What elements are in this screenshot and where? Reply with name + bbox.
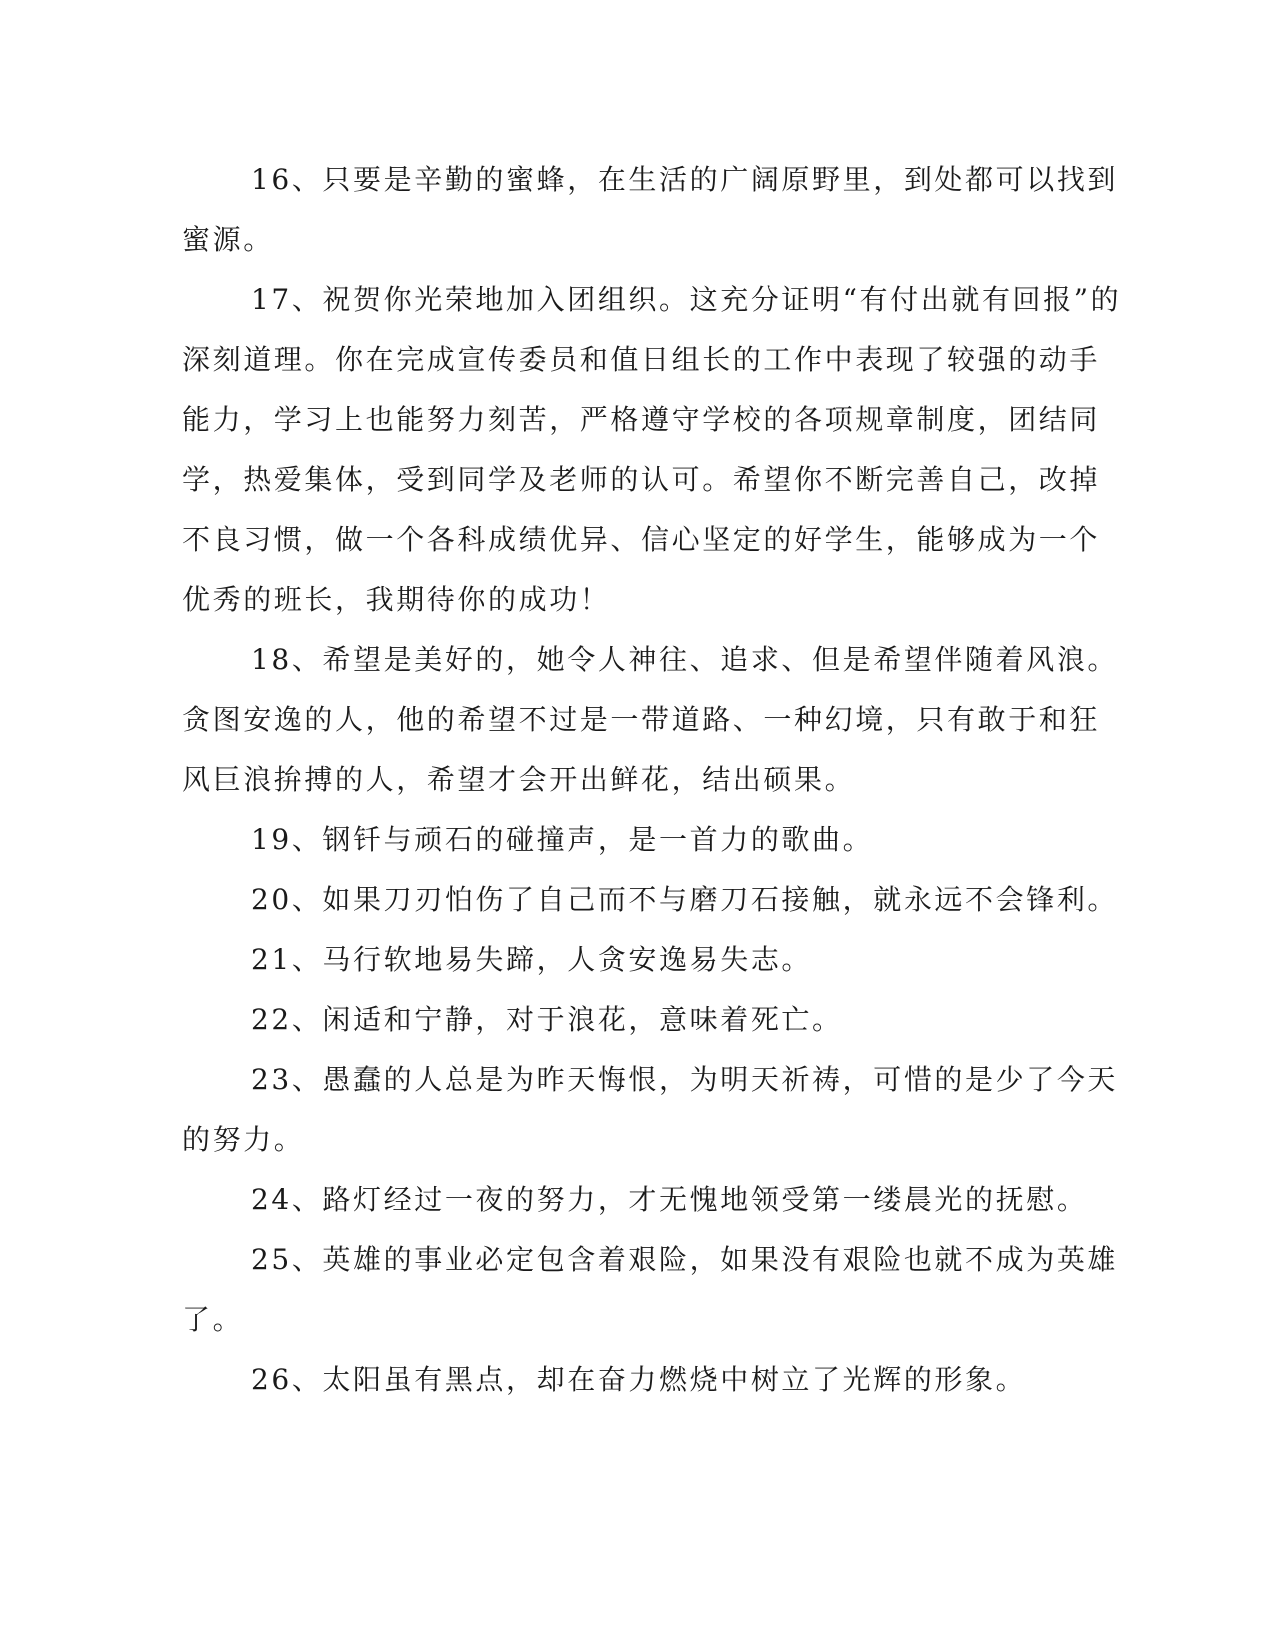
paragraph-26 xyxy=(182,1350,1042,1410)
paragraph-line: 的努力。 xyxy=(182,1123,305,1156)
paragraph-line: 不良习惯，做一个各科成绩优异、信心坚定的好学生，能够成为一个 xyxy=(182,523,1101,556)
paragraph-22 xyxy=(182,990,1042,1050)
paragraph-line: 了。 xyxy=(182,1303,244,1336)
paragraph-line: 学，热爱集体，受到同学及老师的认可。希望你不断完善自己，改掉 xyxy=(182,463,1101,496)
paragraph-line: 22、闲适和宁静，对于浪花，意味着死亡。 xyxy=(251,1003,843,1036)
paragraph-line: 风巨浪拚搏的人，希望才会开出鲜花，结出硕果。 xyxy=(182,763,856,796)
paragraph-line: 优秀的班长，我期待你的成功！ xyxy=(182,583,611,616)
document-page xyxy=(182,150,1122,1410)
paragraph-line: 17、祝贺你光荣地加入团组织。这充分证明“有付出就有回报”的 xyxy=(251,283,1122,316)
paragraph-line: 深刻道理。你在完成宣传委员和值日组长的工作中表现了较强的动手 xyxy=(182,343,1101,376)
paragraph-line: 18、希望是美好的，她令人神往、追求、但是希望伴随着风浪。 xyxy=(251,643,1119,676)
paragraph-line: 19、钢钎与顽石的碰撞声，是一首力的歌曲。 xyxy=(251,823,874,856)
paragraph-line: 24、路灯经过一夜的努力，才无愧地领受第一缕晨光的抚慰。 xyxy=(251,1183,1088,1216)
paragraph-24 xyxy=(182,1170,1088,1230)
paragraph-18 xyxy=(182,630,1119,810)
paragraph-25 xyxy=(182,1230,1119,1350)
paragraph-line: 20、如果刀刃怕伤了自己而不与磨刀石接触，就永远不会锋利。 xyxy=(251,883,1119,916)
paragraph-23 xyxy=(182,1050,1119,1170)
paragraph-line: 能力，学习上也能努力刻苦，严格遵守学校的各项规章制度，团结同 xyxy=(182,403,1101,436)
paragraph-line: 26、太阳虽有黑点，却在奋力燃烧中树立了光辉的形象。 xyxy=(251,1363,1027,1396)
paragraph-20 xyxy=(182,870,1119,930)
paragraph-16 xyxy=(182,150,1119,270)
paragraph-line: 蜜源。 xyxy=(182,223,274,256)
paragraph-21 xyxy=(182,930,1042,990)
paragraph-line: 23、愚蠢的人总是为昨天悔恨，为明天祈祷，可惜的是少了今天 xyxy=(251,1063,1119,1096)
paragraph-19 xyxy=(182,810,1042,870)
paragraph-line: 16、只要是辛勤的蜜蜂，在生活的广阔原野里，到处都可以找到 xyxy=(251,163,1119,196)
paragraph-line: 25、英雄的事业必定包含着艰险，如果没有艰险也就不成为英雄 xyxy=(251,1243,1119,1276)
paragraph-17 xyxy=(182,270,1122,630)
paragraph-line: 21、马行软地易失蹄，人贪安逸易失志。 xyxy=(251,943,813,976)
paragraph-line: 贪图安逸的人，他的希望不过是一带道路、一种幻境，只有敢于和狂 xyxy=(182,703,1101,736)
